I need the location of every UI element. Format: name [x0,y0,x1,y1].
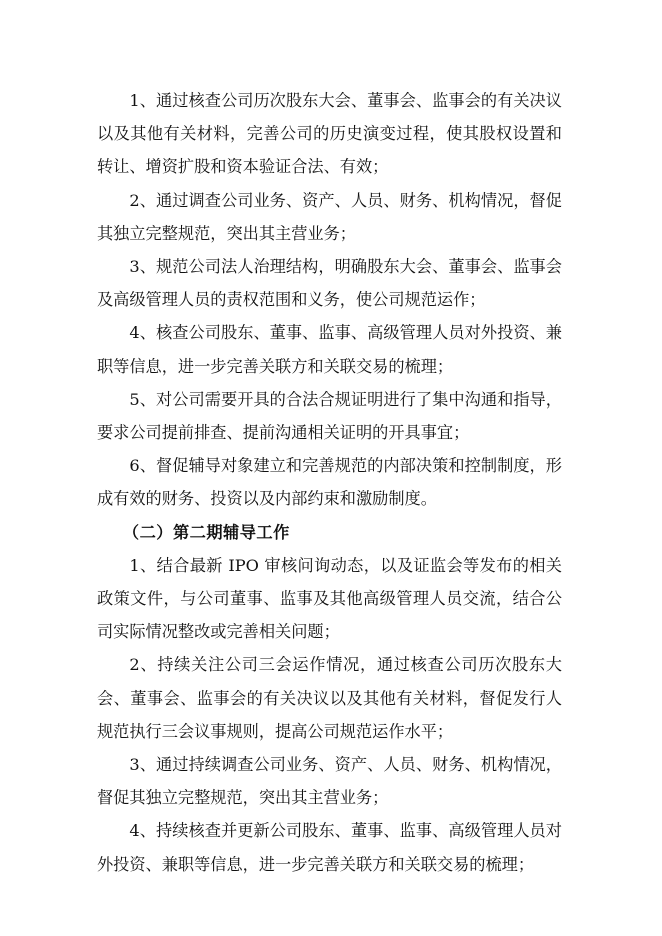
paragraph-second-4: 4、持续核查并更新公司股东、董事、监事、高级管理人员对外投资、兼职等信息，进一步完善关联方和关联交易的梳理； [97,821,562,874]
paragraph-second-3: 3、通过持续调查公司业务、资产、人员、财务、机构情况，督促其独立完整规范，突出其主营业务； [97,755,562,808]
paragraph-first-5: 5、对公司需要开具的合法合规证明进行了集中沟通和指导，要求公司提前排查、提前沟通相关证明的开具事宜； [97,389,562,443]
paragraph-first-2: 2、通过调查公司业务、资产、人员、财务、机构情况，督促其独立完整规范，突出其主营业务； [97,190,562,243]
paragraph-first-6: 6、督促辅导对象建立和完善规范的内部决策和控制制度，形成有效的财务、投资以及内部约束和激励制度。 [97,456,562,509]
paragraph-first-4: 4、核查公司股东、董事、监事、高级管理人员对外投资、兼职等信息，进一步完善关联方和关联交易的梳理； [97,323,562,376]
document-page [97,84,562,881]
paragraph-second-2: 2、持续关注公司三会运作情况，通过核查公司历次股东大会、董事会、监事会的有关决议以及其他有关材料，督促发行人规范执行三会议事规则，提高公司规范运作水平； [97,655,562,741]
section-heading-second-phase: （二）第二期辅导工作 [122,522,290,542]
paragraph-second-1: 1、结合最新 IPO 审核问询动态，以及证监会等发布的相关政策文件，与公司董事、监事及其他高级管理人员交流，结合公司实际情况整改或完善相关问题； [97,555,562,642]
paragraph-first-1: 1、通过核查公司历次股东大会、董事会、监事会的有关决议以及其他有关材料，完善公司的历史演变过程，使其股权设置和转让、增资扩股和资本验证合法、有效； [97,91,562,177]
paragraph-first-3: 3、规范公司法人治理结构，明确股东大会、董事会、监事会及高级管理人员的责权范围和义务，使公司规范运作； [97,257,562,310]
